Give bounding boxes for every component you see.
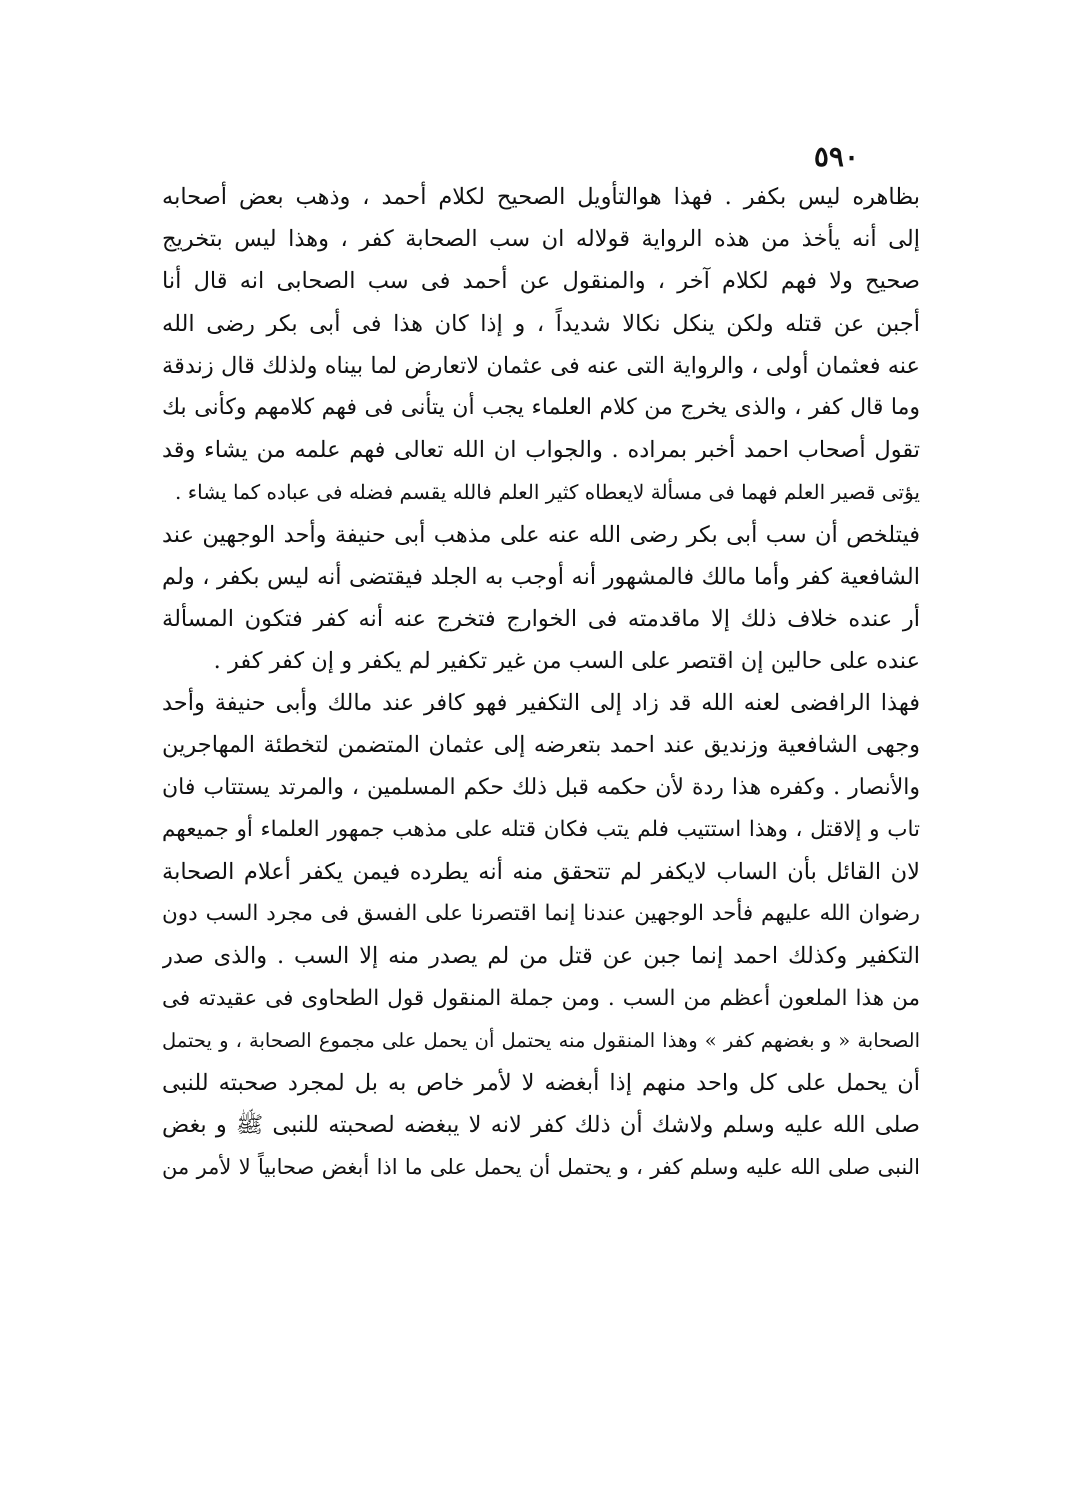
text-line: والأنصار . وكفره هذا ردة لأن حكمه قبل ذلك حكم المسلمين ، والمرتد يستتاب فان — [162, 774, 920, 800]
text-line: الشافعية كفر وأما مالك فالمشهور أنه أوجب به الجلد فيقتضى أنه ليس بكفر ، ولم — [162, 563, 920, 590]
page-number: ٥٩٠ — [813, 140, 859, 173]
text-line: فيتلخص أن سب أبى بكر رضى الله عنه على مذهب أبى حنيفة وأحد الوجهين عند — [162, 521, 920, 548]
text-line: يؤتى قصير العلم فهما فى مسألة لايعطاه كثير العلم فالله يقسم فضله فى عباده كما يشاء . — [175, 480, 920, 505]
text-line: عنده على حالين إن اقتصر على السب من غير تكفير لم يكفر و إن كفر كفر . — [213, 648, 920, 675]
text-line: إلى أنه يأخذ من هذه الرواية قولاله ان سب الصحابة كفر ، وهذا ليس بتخريج — [162, 226, 920, 253]
text-line: صلى الله عليه وسلم ولاشك أن ذلك كفر لانه لا يبغضه لصحبته للنبى ﷺ و بغض — [162, 1112, 920, 1139]
text-line: وما قال كفر ، والذى يخرج من كلام العلماء يجب أن يتأنى فى فهم كلامهم وكأنى بك — [162, 394, 920, 420]
body-text — [162, 176, 920, 1189]
text-line: من هذا الملعون أعظم من السب . ومن جملة المنقول قول الطحاوى فى عقيدته فى — [162, 985, 920, 1011]
text-line: التكفير وكذلك احمد إنما جبن عن قتل من لم يصدر منه إلا السب . والذى صدر — [162, 943, 920, 970]
text-line: تقول أصحاب احمد أخبر بمراده . والجواب ان الله تعالى فهم علمه من يشاء وقد — [162, 437, 920, 464]
text-line: عنه فعثمان أولى ، والرواية التى عنه فى عثمان لاتعارض لما بيناه ولذلك قال زندقة — [162, 352, 920, 379]
text-line: فهذا الرافضى لعنه الله قد زاد إلى التكفير فهو كافر عند مالك وأبى حنيفة وأحد — [162, 690, 920, 717]
text-line: لان القائل بأن الساب لايكفر لم تتحقق منه أنه يطرده فيمن يكفر أعلام الصحابة — [162, 859, 920, 885]
text-line: الصحابة « و بغضهم كفر » وهذا المنقول منه يحتمل أن يحمل على مجموع الصحابة ، و يحتمل — [162, 1028, 920, 1052]
text-line: بظاهره ليس بكفر . فهذا هوالتأويل الصحيح لكلام أحمد ، وذهب بعض أصحابه — [162, 184, 920, 210]
text-line: أر عنده خلاف ذلك إلا ماقدمته فى الخوارج فتخرج عنه أنه كفر فتكون المسألة — [162, 605, 920, 632]
text-line: وجهى الشافعية وزنديق عند احمد بتعرضه إلى عثمان المتضمن لتخطئة المهاجرين — [162, 732, 920, 759]
text-line: صحيح ولا فهم لكلام آخر ، والمنقول عن أحمد فى سب الصحابى انه قال أنا — [162, 268, 920, 295]
text-line: أجبن عن قتله ولكن ينكل نكالا شديداً ، و إذا كان هذا فى أبى بكر رضى الله — [162, 310, 920, 337]
text-line: النبى صلى الله عليه وسلم كفر ، و يحتمل أن يحمل على ما اذا أبغض صحابياً لا لأمر من — [162, 1155, 920, 1180]
text-line: رضوان الله عليهم فأحد الوجهين عندنا إنما اقتصرنا على الفسق فى مجرد السب دون — [162, 901, 920, 927]
text-line: تاب و إلاقتل ، وهذا استتيب فلم يتب فكان قتله على مذهب جمهور العلماء أو جميعهم — [162, 816, 920, 842]
text-line: أن يحمل على كل واحد منهم إذا أبغضه لا لأمر خاص به بل لمجرد صحبته للنبى — [162, 1069, 920, 1096]
